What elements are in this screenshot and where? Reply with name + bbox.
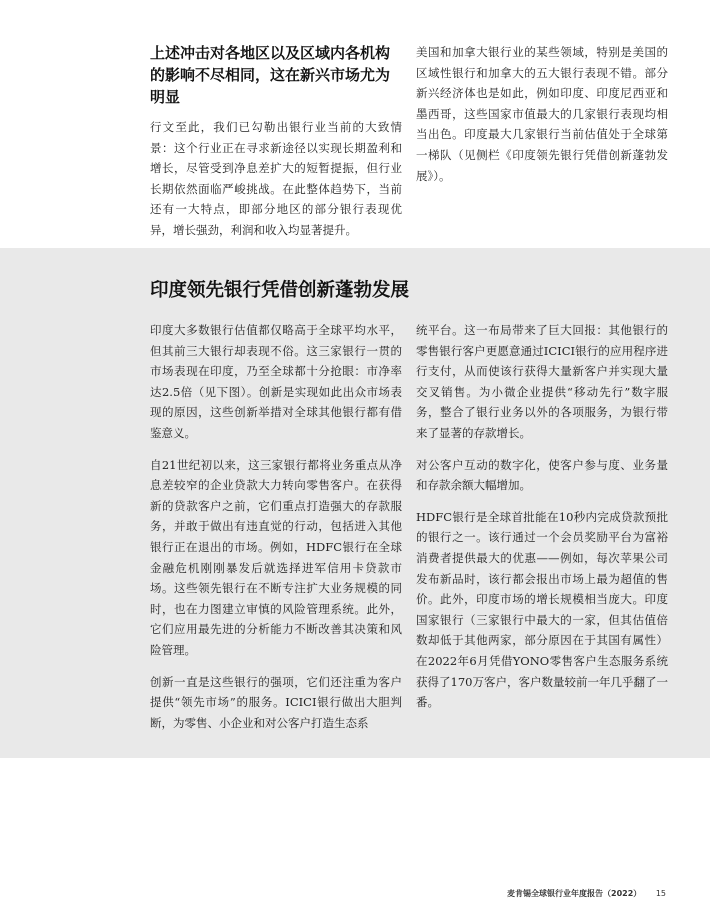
sidebar-left-column [150, 320, 402, 744]
sidebar-paragraph: 对公客户互动的数字化，使客户参与度、业务量和存款余额大幅增加。 [416, 457, 668, 493]
sidebar-paragraph: 印度大多数银行估值都仅略高于全球平均水平，但其前三大银行却表现不俗。这三家银行一贯的市场表现在印度，乃至全球都十分抢眼：市净率达2.5倍（见下图）。创新是实现如此出众市场表现的原因，这些创新举措对全球其他银行都有借鉴意义。 [150, 323, 402, 440]
intro-paragraph: 行文至此，我们已勾勒出银行业当前的大致情景：这个行业正在寻求新途径以实现长期盈利和增长，尽管受到净息差扩大的短暂提振，但行业长期依然面临严峻挑战。在此整体趋势下，当前还有一大特点，即部分地区的部分银行表现优异，增长强劲，利润和收入均显著提升。 [150, 120, 402, 237]
sidebar-paragraph: 统平台。这一布局带来了巨大回报：其他银行的零售银行客户更愿意通过ICICI银行的应用程序进行支付，从而使该行获得大量新客户并实现大量交叉销售。为小微企业提供“移动先行”数字服务，整合了银行业务以外的各项服务，为银行带来了显著的存款增长。 [416, 323, 668, 440]
page-number: 15 [655, 889, 666, 898]
sidebar-paragraph: HDFC银行是全球首批能在10秒内完成贷款预批的银行之一。该行通过一个会员奖励平台为富裕消费者提供最大的优惠——例如，每次苹果公司发布新品时，该行都会报出市场上最为超值的售价。此外，印度市场的增长规模相当庞大。印度国家银行（三家银行中最大的一家，但其估值倍数却低于其他两家，部分原因在于其国有属性）在2022年6月凭借YONO零售客户生态服务系统获得了170万客户，客户数量较前一年几乎翻了一番。 [416, 509, 668, 710]
sidebar-right-column [416, 320, 668, 724]
top-left-column [150, 42, 402, 241]
page-footer [507, 888, 666, 899]
sidebar-paragraph: 创新一直是这些银行的强项，它们还注重为客户提供“领先市场”的服务。ICICI银行做出大胆判断，为零售、小企业和对公客户打造生态系 [150, 674, 402, 730]
top-section [0, 0, 710, 248]
sidebar-heading: 印度领先银行凭借创新蓬勃发展 [150, 280, 410, 301]
regional-performance-paragraph: 美国和加拿大银行业的某些领域，特别是美国的区域性银行和加拿大的五大银行表现不错。部分新兴经济体也是如此，例如印度、印度尼西亚和墨西哥，这些国家市值最大的几家银行表现均相当出色。印度最大几家银行当前估值处于全球第一梯队（见侧栏《印度领先银行凭借创新蓬勃发展》）。 [416, 45, 668, 183]
top-right-column [416, 42, 668, 186]
section-heading: 上述冲击对各地区以及区域内各机构的影响不尽相同，这在新兴市场尤为明显 [150, 44, 391, 106]
footer-report-title: 麦肯锡全球银行业年度报告（2022） [507, 889, 642, 898]
sidebar-paragraph: 自21世纪初以来，这三家银行都将业务重点从净息差较窄的企业贷款大力转向零售客户。在获得新的贷款客户之前，它们重点打造强大的存款服务，并敢于做出有违直觉的行动，包括进入其他银行正在退出的市场。例如，HDFC银行在全球金融危机刚刚暴发后就选择进军信用卡贷款市场。这些领先银行在不断专注扩大业务规模的同时，也在力图建立审慎的风险管理系统。此外，它们应用最先进的分析能力不断改善其决策和风险管理。 [150, 457, 402, 657]
